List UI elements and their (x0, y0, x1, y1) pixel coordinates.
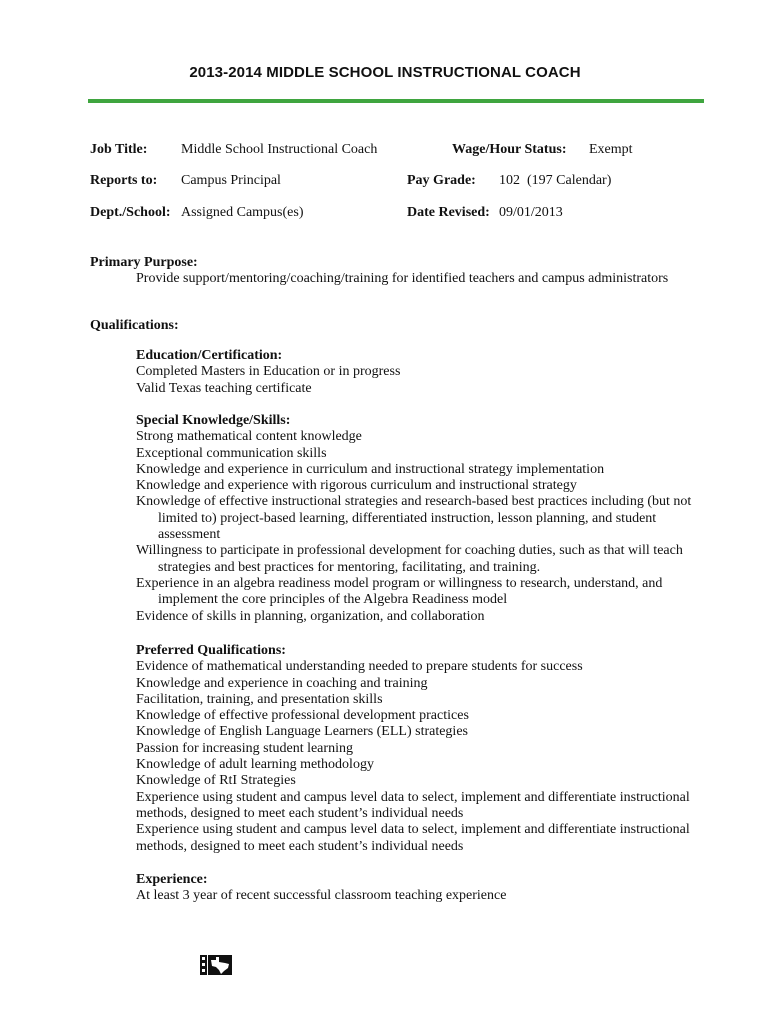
education-section (136, 348, 696, 397)
preferred-item: Experience using student and campus level data to select, implement and differentiate instructional (136, 822, 690, 838)
skills-item: Experience in an algebra readiness model program or willingness to research, understand, and (136, 575, 663, 591)
skills-item: Knowledge and experience in curriculum and instructional strategy implementation (136, 461, 605, 477)
education-line: Valid Texas teaching certificate (136, 380, 312, 396)
title-divider (88, 99, 704, 103)
experience-text: At least 3 year of recent successful classroom teaching experience (136, 888, 507, 904)
skills-item-continued: limited to) project-based learning, differentiated instruction, lesson planning, and student (158, 510, 657, 526)
preferred-item: Facilitation, training, and presentation skills (136, 691, 383, 707)
preferred-item: Passion for increasing student learning (136, 740, 353, 756)
preferred-item: Experience using student and campus level data to select, implement and differentiate instructional (136, 789, 690, 805)
date-revised-label: Date Revised: (407, 205, 490, 220)
skills-item: Exceptional communication skills (136, 445, 327, 461)
skills-heading: Special Knowledge/Skills: (136, 413, 291, 428)
preferred-item: Knowledge and experience in coaching and training (136, 675, 428, 691)
wage-status-label: Wage/Hour Status: (452, 142, 567, 157)
preferred-heading: Preferred Qualifications: (136, 643, 286, 658)
preferred-item: Knowledge of English Language Learners (ELL) strategies (136, 724, 468, 740)
skills-item: Willingness to participate in professional development for coaching duties, such as that will teach (136, 543, 683, 559)
preferred-item: Evidence of mathematical understanding needed to prepare students for success (136, 659, 583, 675)
job-title-value: Middle School Instructional Coach (181, 142, 378, 157)
primary-purpose-text: Provide support/mentoring/coaching/training for identified teachers and campus administrators (136, 271, 669, 286)
skills-item: Knowledge of effective instructional strategies and research-based best practices including (but not (136, 494, 692, 510)
qualifications-heading: Qualifications: (90, 318, 179, 333)
job-title-label: Job Title: (90, 142, 148, 157)
dept-school-value: Assigned Campus(es) (181, 205, 304, 220)
experience-section (136, 872, 696, 905)
pay-grade-value: 102 (197 Calendar) (499, 173, 612, 188)
primary-purpose-heading: Primary Purpose: (90, 255, 198, 270)
preferred-item: Knowledge of RtI Strategies (136, 773, 296, 789)
education-line: Completed Masters in Education or in progress (136, 364, 401, 380)
reports-to-value: Campus Principal (181, 173, 281, 188)
date-revised-value: 09/01/2013 (499, 205, 563, 220)
experience-heading: Experience: (136, 872, 208, 887)
skills-item: Evidence of skills in planning, organization, and collaboration (136, 608, 485, 624)
preferred-item: methods, designed to meet each student’s individual needs (136, 838, 464, 854)
preferred-item: Knowledge of adult learning methodology (136, 757, 374, 773)
preferred-item: Knowledge of effective professional development practices (136, 708, 469, 724)
pay-grade-label: Pay Grade: (407, 173, 476, 188)
dept-school-label: Dept./School: (90, 205, 171, 220)
skills-section (136, 413, 696, 625)
reports-to-label: Reports to: (90, 173, 158, 188)
preferred-item: methods, designed to meet each student’s individual needs (136, 805, 464, 821)
skills-item-continued: implement the core principles of the Algebra Readiness model (158, 592, 508, 608)
education-heading: Education/Certification: (136, 348, 283, 363)
skills-item-continued: assessment (158, 527, 221, 543)
skills-item-continued: strategies and best practices for mentoring, facilitating, and training. (158, 559, 541, 575)
page-title: 2013-2014 MIDDLE SCHOOL INSTRUCTIONAL COACH (189, 64, 581, 81)
preferred-section (136, 643, 696, 855)
wage-status-value: Exempt (589, 142, 633, 157)
skills-item: Strong mathematical content knowledge (136, 429, 362, 445)
texas-district-logo-icon (200, 955, 232, 975)
skills-item: Knowledge and experience with rigorous curriculum and instructional strategy (136, 478, 577, 494)
